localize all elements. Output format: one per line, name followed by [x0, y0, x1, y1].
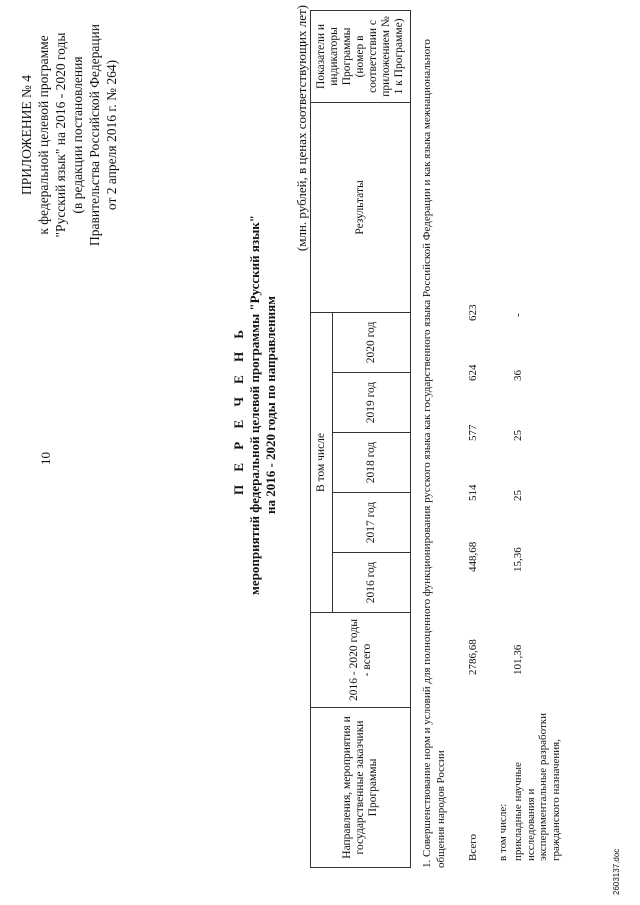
cell-applied-2016: 15,36	[512, 547, 524, 572]
col-header-indicators: Показатели и индикаторы Программы (номер в соответствии с приложением № 1 к Программе)	[311, 10, 411, 102]
document-title: П Е Р Е Ч Е Н Ь	[231, 324, 246, 496]
cell-applied-all: 101,36	[512, 644, 524, 675]
col-header-total: 2016 - 2020 годы - всего	[311, 613, 411, 708]
appendix-line: Правительства Российской Федерации	[87, 24, 102, 246]
appendix-line: к федеральной целевой программе	[36, 35, 51, 235]
header-table	[310, 10, 411, 868]
cell-applied-2019: 36	[512, 370, 524, 381]
appendix-line: от 2 апреля 2016 г. № 264)	[104, 59, 119, 211]
cell-applied-2020: -	[512, 313, 524, 317]
col-header-2017: 2017 год	[333, 493, 411, 553]
cell-total-2017: 514	[467, 484, 479, 501]
section-heading: 1. Совершенствование норм и условий для полноценного функционирования русского языка как государственного языка Российской Федерации и как языка межнационального общения народов России	[421, 39, 447, 868]
row-label-total: Всего	[467, 834, 479, 861]
col-header-directions: Направления, мероприятия и государственные заказчики Программы	[311, 708, 411, 868]
units-note: (млн. рублей, в ценах соответствующих лет)	[294, 5, 309, 252]
col-header-including: В том числе	[311, 312, 333, 612]
row-label-including: в том числе:	[497, 803, 509, 861]
col-header-2016: 2016 год	[333, 553, 411, 613]
cell-applied-2018: 25	[512, 430, 524, 441]
subtitle-line: мероприятий федеральной целевой программы "Русский язык"	[247, 215, 262, 595]
col-header-2020: 2020 год	[333, 312, 411, 372]
col-header-2018: 2018 год	[333, 433, 411, 493]
file-code: 2603137.doc	[612, 848, 621, 895]
cell-total-2019: 624	[467, 364, 479, 381]
page-number: 10	[38, 452, 53, 465]
cell-total-2016: 448,68	[467, 541, 479, 572]
cell-total-2020: 623	[467, 304, 479, 321]
cell-total-all: 2786,68	[467, 639, 479, 675]
subtitle-line: на 2016 - 2020 годы по направлениям	[263, 295, 278, 515]
col-header-results: Результаты	[311, 102, 411, 312]
document-subtitle	[247, 105, 279, 705]
cell-total-2018: 577	[467, 424, 479, 441]
col-header-2019: 2019 год	[333, 373, 411, 433]
appendix-line: "Русский язык" на 2016 - 2020 годы	[53, 32, 68, 238]
appendix-header	[18, 5, 120, 265]
cell-applied-2017: 25	[512, 490, 524, 501]
appendix-title: ПРИЛОЖЕНИЕ № 4	[19, 74, 34, 196]
appendix-line: (в редакции постановления	[70, 56, 85, 214]
row-label-applied: прикладные научные исследования и экспериментальные разработки гражданского назначения,	[512, 713, 562, 861]
